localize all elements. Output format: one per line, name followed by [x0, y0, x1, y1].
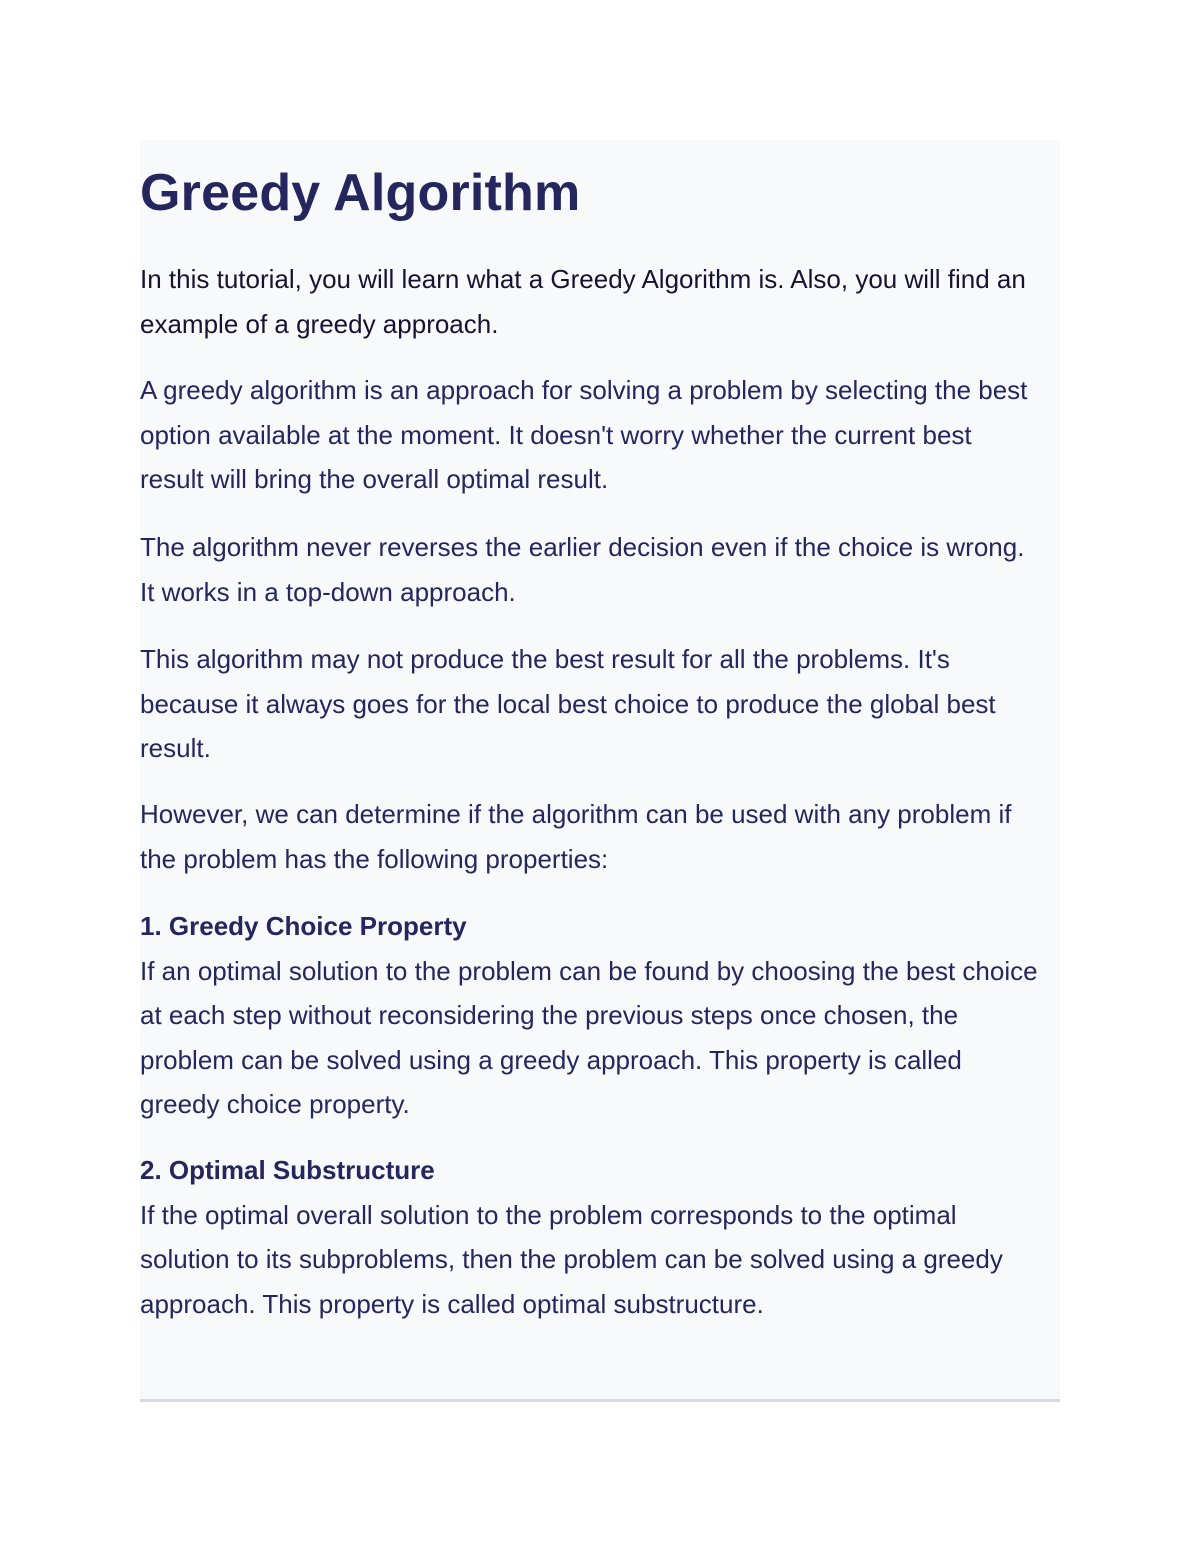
paragraph-line: The algorithm never reverses the earlier decision even if the choice is wrong.	[140, 532, 1025, 562]
paragraph-line: However, we can determine if the algorithm can be used with any problem if	[140, 799, 1012, 829]
section-line: solution to its subproblems, then the problem can be solved using a greedy	[140, 1244, 1003, 1274]
intro-line-2: example of a greedy approach.	[140, 308, 499, 339]
paragraph-line: This algorithm may not produce the best result for all the problems. It's	[140, 644, 950, 674]
paragraph-line: result.	[140, 733, 211, 763]
paragraph-line: because it always goes for the local best choice to produce the global best	[140, 688, 996, 719]
section-line: at each step without reconsidering the previous steps once chosen, the	[140, 1000, 959, 1030]
section-line: problem can be solved using a greedy approach. This property is called	[140, 1044, 962, 1075]
intro-paragraph	[140, 257, 1060, 346]
section-line: approach. This property is called optimal substructure.	[140, 1288, 764, 1319]
section-line: If an optimal solution to the problem can be found by choosing the best choice	[140, 955, 1038, 986]
optimal-substructure-heading: 2. Optimal Substructure	[140, 1155, 435, 1185]
limitation-paragraph	[140, 637, 1060, 771]
paragraph-line: It works in a top-down approach.	[140, 576, 516, 607]
section-line: If the optimal overall solution to the problem corresponds to the optimal	[140, 1199, 957, 1230]
paragraph-line: result will bring the overall optimal result.	[140, 464, 609, 494]
paragraph-line: option available at the moment. It doesn't worry whether the current best	[140, 419, 972, 450]
greedy-choice-property-section	[140, 904, 1060, 1127]
optimal-substructure-section	[140, 1148, 1060, 1326]
definition-paragraph	[140, 368, 1060, 502]
greedy-choice-property-heading: 1. Greedy Choice Property	[140, 911, 467, 941]
page-title: Greedy Algorithm	[140, 164, 581, 222]
paragraph-line: A greedy algorithm is an approach for solving a problem by selecting the best	[140, 375, 1028, 405]
paragraph-line: the problem has the following properties:	[140, 843, 609, 874]
decision-paragraph	[140, 525, 1060, 614]
section-line: greedy choice property.	[140, 1089, 410, 1119]
properties-intro-paragraph	[140, 792, 1060, 881]
article-panel	[140, 140, 1060, 1402]
intro-line-1: In this tutorial, you will learn what a Greedy Algorithm is. Also, you will find an	[140, 264, 1026, 294]
